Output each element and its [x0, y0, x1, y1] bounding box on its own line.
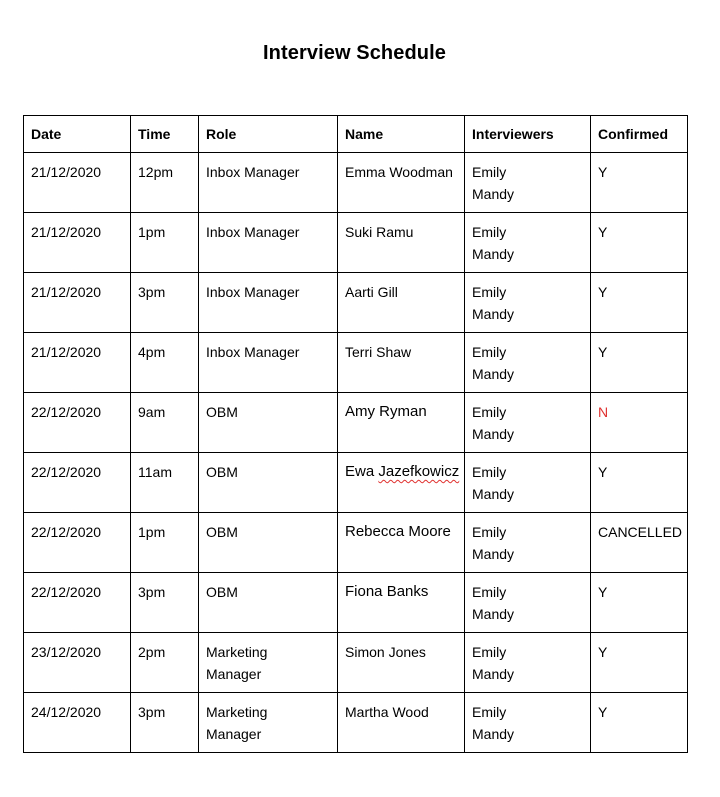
- name-first: Ewa: [345, 463, 379, 480]
- cell-role: [199, 153, 338, 213]
- table-row: [24, 333, 688, 393]
- table-header-row: [24, 116, 688, 153]
- role-line: Manager: [206, 726, 262, 742]
- cell-time: 3pm: [131, 693, 199, 753]
- table-row: [24, 213, 688, 273]
- interview-schedule-table: [23, 115, 688, 753]
- column-header-time: Time: [131, 116, 199, 153]
- interviewer-name: Mandy: [472, 426, 515, 442]
- interviewer-name: Mandy: [472, 486, 515, 502]
- table-row: [24, 453, 688, 513]
- cell-role: [199, 393, 338, 453]
- role-line: OBM: [206, 524, 238, 540]
- cell-time: 9am: [131, 393, 199, 453]
- cell-name: Rebecca Moore: [338, 513, 465, 573]
- table-row: [24, 633, 688, 693]
- role-line: Marketing: [206, 704, 268, 720]
- table-row: [24, 273, 688, 333]
- cell-interviewers: [465, 393, 591, 453]
- cell-interviewers: [465, 153, 591, 213]
- cell-role: [199, 573, 338, 633]
- cell-date: 21/12/2020: [24, 333, 131, 393]
- cell-interviewers: [465, 573, 591, 633]
- role-line: Inbox Manager: [206, 224, 300, 240]
- interviewer-name: Emily: [472, 464, 507, 480]
- cell-confirmed: Y: [591, 333, 688, 393]
- interviewer-name: Emily: [472, 344, 507, 360]
- interviewer-name: Emily: [472, 704, 507, 720]
- cell-interviewers: [465, 633, 591, 693]
- cell-date: 22/12/2020: [24, 393, 131, 453]
- interviewer-name: Emily: [472, 224, 507, 240]
- role-line: Inbox Manager: [206, 164, 300, 180]
- page-title: Interview Schedule: [263, 42, 446, 64]
- interviewer-name: Emily: [472, 524, 507, 540]
- cell-role: [199, 273, 338, 333]
- cell-confirmed: Y: [591, 453, 688, 513]
- cell-time: 3pm: [131, 273, 199, 333]
- cell-interviewers: [465, 453, 591, 513]
- cell-time: 4pm: [131, 333, 199, 393]
- cell-interviewers: [465, 693, 591, 753]
- cell-role: [199, 453, 338, 513]
- interviewer-name: Mandy: [472, 726, 515, 742]
- column-header-confirmed: Confirmed: [591, 116, 688, 153]
- cell-role: [199, 693, 338, 753]
- cell-date: 24/12/2020: [24, 693, 131, 753]
- cell-confirmed: Y: [591, 633, 688, 693]
- interviewer-name: Emily: [472, 584, 507, 600]
- cell-name: [338, 453, 465, 513]
- cell-date: 23/12/2020: [24, 633, 131, 693]
- cell-time: 11am: [131, 453, 199, 513]
- role-line: Marketing: [206, 644, 268, 660]
- interviewer-name: Emily: [472, 284, 507, 300]
- cell-date: 21/12/2020: [24, 273, 131, 333]
- interviewer-name: Mandy: [472, 606, 515, 622]
- cell-date: 22/12/2020: [24, 453, 131, 513]
- cell-name: Simon Jones: [338, 633, 465, 693]
- cell-name: Suki Ramu: [338, 213, 465, 273]
- table-row: [24, 693, 688, 753]
- cell-confirmed: Y: [591, 213, 688, 273]
- cell-time: 2pm: [131, 633, 199, 693]
- interviewer-name: Mandy: [472, 666, 515, 682]
- role-line: Manager: [206, 666, 262, 682]
- role-line: Inbox Manager: [206, 284, 300, 300]
- interviewer-name: Mandy: [472, 186, 515, 202]
- cell-role: [199, 513, 338, 573]
- cell-interviewers: [465, 333, 591, 393]
- cell-date: 22/12/2020: [24, 513, 131, 573]
- role-line: OBM: [206, 584, 238, 600]
- cell-confirmed: Y: [591, 693, 688, 753]
- cell-interviewers: [465, 273, 591, 333]
- interviewer-name: Mandy: [472, 366, 515, 382]
- column-header-role: Role: [199, 116, 338, 153]
- cell-time: 12pm: [131, 153, 199, 213]
- table-body: [24, 153, 688, 753]
- role-line: Inbox Manager: [206, 344, 300, 360]
- cell-confirmed: Y: [591, 153, 688, 213]
- table-row: [24, 513, 688, 573]
- interviewer-name: Mandy: [472, 246, 515, 262]
- cell-name: Emma Woodman: [338, 153, 465, 213]
- cell-interviewers: [465, 513, 591, 573]
- cell-name: Fiona Banks: [338, 573, 465, 633]
- interviewer-name: Mandy: [472, 546, 515, 562]
- cell-name: Martha Wood: [338, 693, 465, 753]
- cell-time: 3pm: [131, 573, 199, 633]
- cell-name: Terri Shaw: [338, 333, 465, 393]
- column-header-date: Date: [24, 116, 131, 153]
- cell-date: 21/12/2020: [24, 213, 131, 273]
- cell-name: Amy Ryman: [338, 393, 465, 453]
- interviewer-name: Emily: [472, 404, 507, 420]
- cell-date: 21/12/2020: [24, 153, 131, 213]
- cell-name: Aarti Gill: [338, 273, 465, 333]
- interviewer-name: Emily: [472, 644, 507, 660]
- cell-time: 1pm: [131, 213, 199, 273]
- cell-interviewers: [465, 213, 591, 273]
- table-row: [24, 573, 688, 633]
- cell-date: 22/12/2020: [24, 573, 131, 633]
- role-line: OBM: [206, 404, 238, 420]
- cell-role: [199, 333, 338, 393]
- role-line: OBM: [206, 464, 238, 480]
- cell-role: [199, 633, 338, 693]
- name-misspelled: Jazefkowicz: [378, 463, 460, 480]
- cell-confirmed: CANCELLED: [591, 513, 688, 573]
- interviewer-name: Emily: [472, 164, 507, 180]
- cell-confirmed: Y: [591, 273, 688, 333]
- table-row: [24, 153, 688, 213]
- cell-time: 1pm: [131, 513, 199, 573]
- interviewer-name: Mandy: [472, 306, 515, 322]
- cell-confirmed: N: [591, 393, 688, 453]
- table-row: [24, 393, 688, 453]
- cell-role: [199, 213, 338, 273]
- column-header-name: Name: [338, 116, 465, 153]
- column-header-interviewers: Interviewers: [465, 116, 591, 153]
- cell-confirmed: Y: [591, 573, 688, 633]
